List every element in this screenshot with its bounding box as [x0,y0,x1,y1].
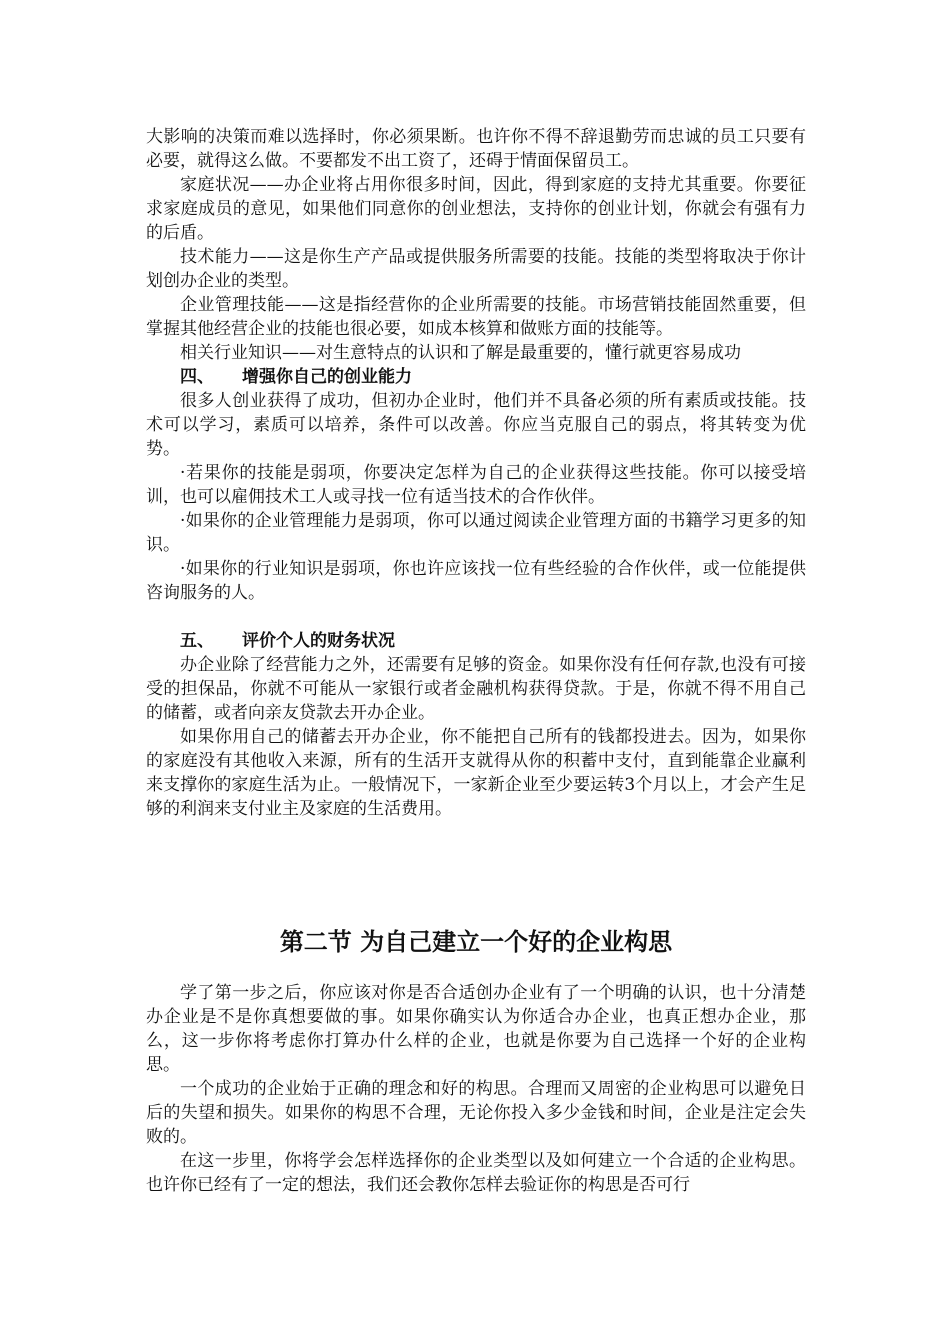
heading-text: 评价个人的财务状况 [242,631,395,651]
bullet-paragraph: ·若果你的技能是弱项，你要决定怎样为自己的企业获得这些技能。你可以接受培训，也可以雇佣技术工人或寻找一位有适当技术的合作伙伴。 [146,463,806,507]
section-2-body [146,981,806,1197]
paragraph: 企业管理技能——这是指经营你的企业所需要的技能。市场营销技能固然重要，但掌握其他经营企业的技能也很必要，如成本核算和做账方面的技能等。 [146,295,806,339]
section-heading-5 [146,629,806,653]
blank-line [146,605,806,629]
paragraph: 一个成功的企业始于正确的理念和好的构思。合理而又周密的企业构思可以避免日后的失望和损失。如果你的构思不合理，无论你投入多少金钱和时间，企业是注定会失败的。 [146,1079,806,1147]
heading-number: 五、 [180,631,214,651]
heading-number: 四、 [180,367,214,387]
paragraph: 学了第一步之后，你应该对你是否合适创办企业有了一个明确的认识，也十分清楚办企业是不是你真想要做的事。如果你确实认为你适合办企业，也真正想办企业，那么，这一步你将考虑你打算办什么样的企业，也就是你要为自己选择一个好的企业构思。 [146,983,806,1075]
paragraph: 技术能力——这是你生产产品或提供服务所需要的技能。技能的类型将取决于你计划创办企业的类型。 [146,247,806,291]
document-page [146,125,806,1195]
paragraph: 办企业除了经营能力之外，还需要有足够的资金。如果你没有任何存款,也没有可接受的担保品，你就不可能从一家银行或者金融机构获得贷款。于是，你就不得不用自己的储蓄，或者向亲友贷款去开办企业。 [146,655,806,723]
paragraph: 大影响的决策而难以选择时，你必须果断。也许你不得不辞退勤劳而忠诚的员工只要有必要，就得这么做。不要都发不出工资了，还碍于情面保留员工。 [146,127,806,171]
heading-text: 增强你自己的创业能力 [242,367,412,387]
paragraph: 在这一步里，你将学会怎样选择你的企业类型以及如何建立一个合适的企业构思。也许你已经有了一定的想法，我们还会教你怎样去验证你的构思是否可行 [146,1151,806,1195]
bullet-paragraph: ·如果你的企业管理能力是弱项，你可以通过阅读企业管理方面的书籍学习更多的知识。 [146,511,806,555]
section-heading-4 [146,365,806,389]
paragraph: 如果你用自己的储蓄去开办企业，你不能把自己所有的钱都投进去。因为，如果你的家庭没有其他收入来源，所有的生活开支就得从你的积蓄中支付，直到能靠企业赢利来支撑你的家庭生活为止。一般情况下，一家新企业至少要运转3个月以上，才会产生足够的利润来支付业主及家庭的生活费用。 [146,727,806,819]
section-title: 第二节 为自己建立一个好的企业构思 [279,927,673,956]
paragraph: 家庭状况——办企业将占用你很多时间，因此，得到家庭的支持尤其重要。你要征求家庭成员的意见，如果他们同意你的创业想法，支持你的创业计划，你就会有强有力的后盾。 [146,175,806,243]
paragraph: 相关行业知识——对生意特点的认识和了解是最重要的，懂行就更容易成功 [180,343,741,363]
bullet-paragraph: ·如果你的行业知识是弱项，你也许应该找一位有些经验的合作伙伴，或一位能提供咨询服务的人。 [146,559,806,603]
paragraph: 很多人创业获得了成功，但初办企业时，他们并不具备必须的所有素质或技能。技术可以学习，素质可以培养，条件可以改善。你应当克服自己的弱点，将其转变为优势。 [146,391,806,459]
